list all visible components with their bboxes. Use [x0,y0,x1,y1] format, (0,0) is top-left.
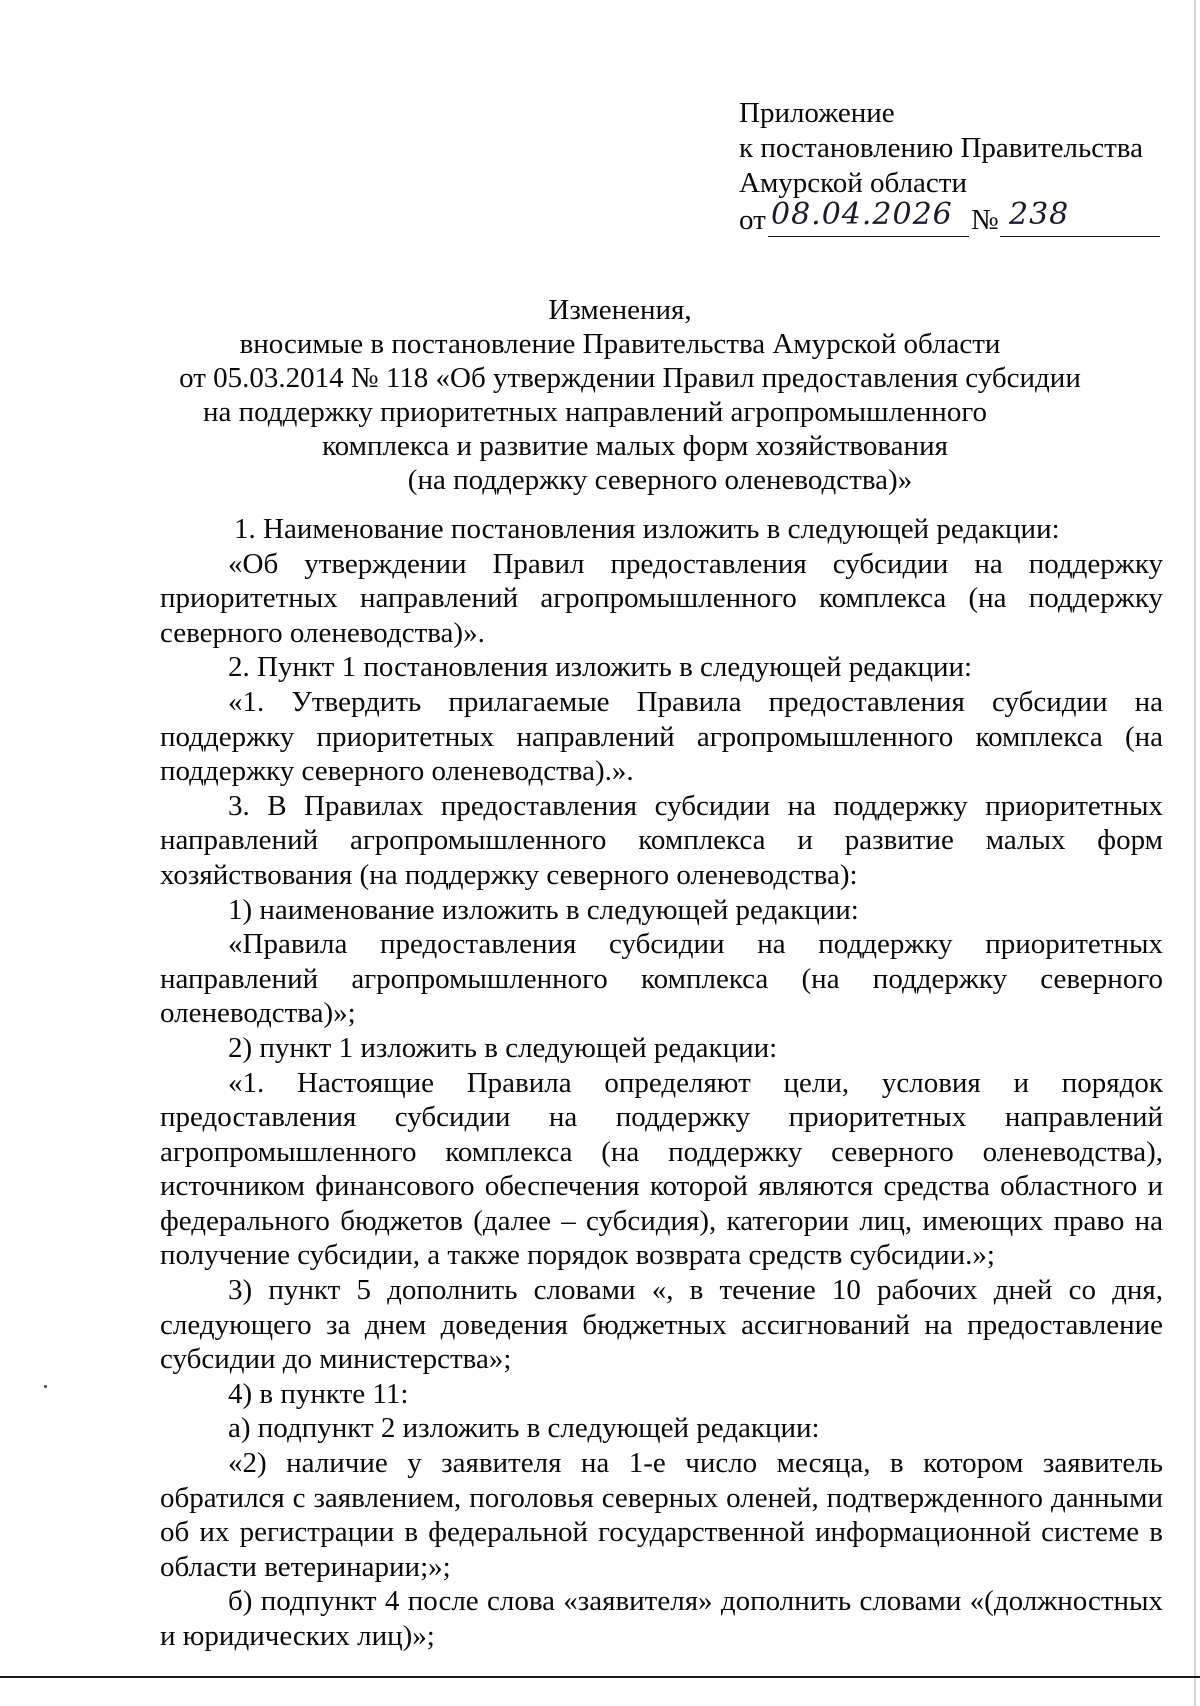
paragraph-12: а) подпункт 2 изложить в следующей редакции: [228,1412,820,1445]
paragraph-3: 2. Пункт 1 постановления изложить в следующей редакции: [228,651,973,684]
paragraph-5: 3. В Правилах предоставления субсидии на поддержку приоритетных направлений агропромышленного комплекса и развитие малых форм хозяйствования (на поддержку северного оленеводства): [160,789,1163,891]
appendix-title: Приложение [739,97,895,129]
paragraph-6: 1) наименование изложить в следующей редакции: [228,893,859,926]
paragraph-4: «1. Утвердить прилагаемые Правила предоставления субсидии на поддержку приоритетных направлений агропромышленного комплекса (на поддержку северного оленеводства).». [160,685,1163,788]
appendix-line-resolution: к постановлению Правительства [739,132,1143,164]
appendix-block [739,96,1179,243]
paragraph-13: «2) наличие у заявителя на 1-е число месяца, в котором заявитель обратился с заявлением, поголовья северных оленей, подтвержденного данными об их регистрации в федеральной государственной информационной системе в области ветеринарии;»; [160,1447,1163,1583]
heading-line-2: вносимые в постановление Правительства Амурской области [239,328,1001,360]
heading-line-5: комплекса и развитие малых форм хозяйствования [322,430,948,462]
heading-line-3: от 05.03.2014 № 118 «Об утверждении Правил предоставления субсидии [179,362,1081,394]
scan-speck [44,1385,47,1388]
document-heading [80,293,1160,497]
paragraph-7: «Правила предоставления субсидии на поддержку приоритетных направлений агропромышленного комплекса (на поддержку северного оленеводства)»; [160,928,1163,1030]
heading-line-6: (на поддержку северного оленеводства)» [407,464,913,496]
paragraph-9: «1. Настоящие Правила определяют цели, условия и порядок предоставления субсидии на поддержку приоритетных направлений агропромышленного комплекса (на поддержку северного оленеводства), источником финансового обеспечения которой являются средства областного и федерального бюджетов (далее – субсидия), категории лиц, имеющих право на получение субсидии, а также порядок возврата средств субсидии.»; [160,1066,1163,1272]
number-underline [1000,236,1160,237]
paragraph-2: «Об утверждении Правил предоставления субсидии на поддержку приоритетных направлений агропромышленного комплекса (на поддержку северного оленеводства)». [160,547,1163,649]
handwritten-date: 08.04.2026 [771,197,953,232]
appendix-line-region: Амурской области [739,167,967,199]
scan-edge-bottom [0,1676,1200,1678]
date-underline [768,236,969,237]
date-prefix: от [739,204,766,236]
document-body [160,512,1163,1654]
heading-title: Изменения, [548,294,692,326]
heading-line-4: на поддержку приоритетных направлений агропромышленного [202,396,988,428]
scan-edge-right [1194,0,1196,1706]
paragraph-8: 2) пункт 1 изложить в следующей редакции: [228,1031,778,1064]
number-label: № [971,204,999,236]
paragraph-10: 3) пункт 5 дополнить словами «, в течение 10 рабочих дней со дня, следующего за днем доведения бюджетных ассигнований на предоставление субсидии до министерства»; [160,1274,1163,1376]
handwritten-number: 238 [1009,197,1070,232]
paragraph-1: 1. Наименование постановления изложить в следующей редакции: [234,513,1060,545]
paragraph-11: 4) в пункте 11: [228,1377,409,1410]
appendix-date-line [739,197,1179,243]
paragraph-14: б) подпункт 4 после слова «заявителя» дополнить словами «(должностных и юридических лиц)»; [160,1585,1163,1652]
